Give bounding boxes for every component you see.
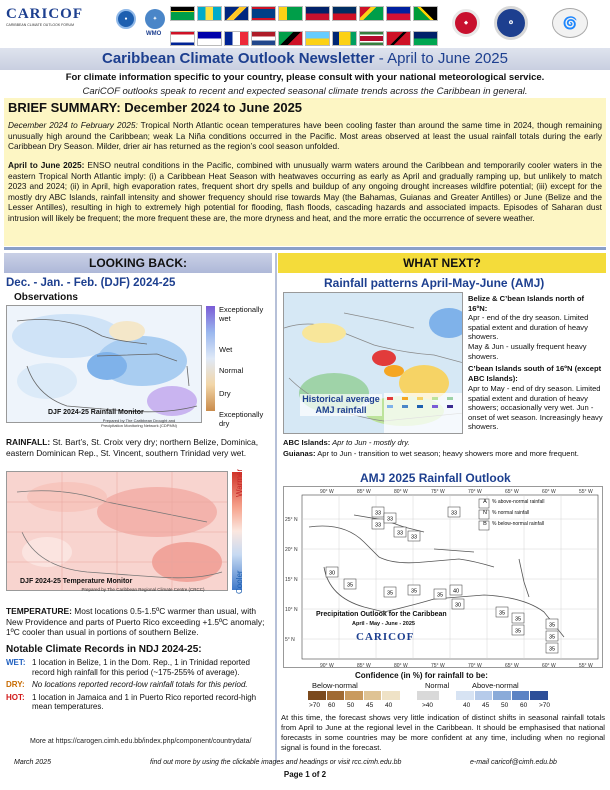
flag-icon: [278, 6, 303, 21]
outlook-legend-key-b: B: [483, 521, 487, 527]
flag-icon: [197, 6, 222, 21]
temp-map-title: DJF 2024-25 Temperature Monitor: [20, 578, 133, 585]
consult-notice: For climate information specific to your country, please consult with your national meteorological service.: [65, 72, 545, 83]
partner-seal-icon[interactable]: ◆: [452, 9, 480, 37]
partner-logo-icon[interactable]: 🌀: [552, 8, 588, 38]
conf-swatch-above: [530, 691, 548, 700]
footer-more-link[interactable]: find out more by using the clickable images and headings or visit rcc.cimh.edu.bb: [150, 759, 402, 766]
record-tag: HOT:: [6, 692, 25, 702]
flag-icon: [413, 31, 438, 46]
outlook-cell-value: 35: [548, 634, 556, 641]
conf-swatch-below: [364, 691, 382, 700]
flag-icon: [359, 6, 384, 21]
summary-p2-lead: April to June 2025:: [8, 160, 85, 170]
temperature-label: TEMPERATURE:: [6, 606, 72, 616]
conf-swatch-below: [308, 691, 326, 700]
conf-tick-above: 40: [463, 702, 471, 709]
djf-period-title[interactable]: Dec. - Jan. - Feb. (DJF) 2024-25: [6, 277, 176, 289]
lon-tick: 90° W: [320, 489, 334, 495]
conf-swatch-above: [493, 691, 511, 700]
outlook-cell-value: 35: [346, 582, 354, 589]
rain-legend-normal: Normal: [219, 366, 244, 375]
temp-legend-cooler: Cooler: [235, 570, 244, 594]
lon-tick: 55° W: [579, 489, 593, 495]
lon-tick: 70° W: [468, 663, 482, 668]
historical-map-caption: Historical average AMJ rainfall: [300, 394, 382, 416]
abc-label: ABC Islands:: [283, 438, 331, 447]
flag-icon: [386, 31, 411, 46]
summary-p2-body: ENSO neutral conditions in the Pacific, combined with unusually warm waters around the Caribbean and temporarily cooler waters in the eastern Tropical North Atlantic imply: (i) a Caribbean Heat Season with heatwaves occurring as early as April and gradually ramping up, but unlikely to match 2023 and 2024; (ii) in April, high evaporation rates, frequent short dry spells and buildup of any ongoing drought increases wildfire potential; (iii) except for the mostly dry ABC Islands, rainfall intensity and shower frequency should rise towards May (the Bahamas, Guianas and Greater Antilles) or June (Belize and the Lesser Antilles), resulting in high to extremely high potential for flooding, flash floods, cascading hazards and associated impacts. Episodes of Saharan dust intrusion will likely be frequent; the more frequent these are, the more dryness and heat, and the more erratic the occurrence of severe weather.: [8, 160, 602, 223]
outlook-cell-value: 33: [374, 522, 382, 529]
wmo-label: WMO: [146, 31, 162, 37]
conf-label-normal: Normal: [425, 681, 450, 690]
flag-icon: [170, 6, 195, 21]
rain-map-credit: Prepared by The Caribbean Drought and Precipitation Monitoring Network (CDPMN): [100, 418, 178, 428]
temp-legend-warmer: Warmer: [235, 468, 244, 497]
lon-tick: 90° W: [320, 663, 334, 668]
partner-seal-icon[interactable]: ✪: [494, 6, 528, 40]
lon-tick: 65° W: [505, 663, 519, 668]
looking-back-header[interactable]: LOOKING BACK:: [4, 253, 272, 273]
conf-tick-below: 40: [385, 702, 393, 709]
outlook-legend-above: % above-normal rainfall: [492, 499, 545, 505]
more-at-link[interactable]: More at https://carogen.cimh.edu.bb/index.php/component/countrydata/: [30, 738, 252, 745]
conf-gap: [401, 691, 417, 700]
flag-icon: [170, 31, 195, 46]
lon-tick: 75° W: [431, 489, 445, 495]
outlook-title[interactable]: AMJ 2025 Rainfall Outlook: [360, 471, 511, 485]
lon-tick: 60° W: [542, 663, 556, 668]
rainfall-label: RAINFALL:: [6, 437, 51, 447]
rain-legend-dry: Dry: [219, 389, 231, 398]
caricof-logo[interactable]: [6, 6, 106, 44]
outlook-cell-value: 33: [410, 534, 418, 541]
record-text: 1 location in Jamaica and 1 in Puerto Rico reported record-high mean temperatures.: [32, 692, 257, 711]
flag-icon: [251, 6, 276, 21]
rain-legend-exceptionally-dry: Exceptionally dry: [219, 410, 264, 428]
record-tag: DRY:: [6, 680, 25, 689]
conf-tick-below: 50: [347, 702, 355, 709]
column-divider: [275, 253, 277, 763]
conf-tick-above: 60: [520, 702, 528, 709]
flag-icon: [224, 31, 249, 46]
lat-tick: 20° N: [285, 547, 298, 553]
rain-legend-exceptionally-wet: Exceptionally wet: [219, 305, 264, 323]
outlook-map-title: Precipitation Outlook for the Caribbean: [316, 611, 447, 618]
north-region-title: Belize & C’bean Islands north of 16ºN:: [468, 294, 585, 313]
flag-icon: [332, 31, 357, 46]
conf-tick-above: >70: [539, 702, 551, 709]
outlook-cell-value: 35: [498, 610, 506, 617]
outlook-cell-value: 33: [450, 510, 458, 517]
footer-email[interactable]: e-mail caricof@cimh.edu.bb: [470, 759, 557, 766]
outlook-cell-value: 35: [514, 628, 522, 635]
footer-date: March 2025: [14, 759, 51, 766]
record-text: No locations reported record-low rainfall totals for this period.: [32, 680, 248, 689]
outlook-map-subtitle: April - May - June - 2025: [352, 621, 415, 627]
lon-tick: 80° W: [394, 489, 408, 495]
record-row: [6, 658, 272, 677]
confidence-color-bar: [308, 691, 548, 700]
conf-swatch-above: [512, 691, 530, 700]
logo-text: CARICOF: [6, 6, 83, 22]
confidence-title: Confidence (in %) for rainfall to be:: [355, 671, 488, 680]
summary-p1-lead: December 2024 to February 2025:: [8, 120, 138, 130]
north-region-text-2: May & Jun - usually frequent heavy showers.: [468, 342, 587, 361]
lat-tick: 10° N: [285, 607, 298, 613]
summary-paragraph-1: [8, 120, 602, 152]
record-tag: WET:: [6, 658, 26, 667]
outlook-cell-value: 33: [396, 530, 404, 537]
flag-icon: [413, 6, 438, 21]
amj-rainfall-outlook-map[interactable]: [283, 486, 603, 668]
temperature-map-graphic: [7, 472, 228, 591]
record-row: [6, 693, 272, 712]
lat-tick: 5° N: [285, 637, 295, 643]
records-list: [6, 658, 272, 715]
abc-islands-note: [283, 438, 603, 448]
conf-tick-below: 45: [366, 702, 374, 709]
guianas-text: Apr to Jun - transition to wet season; heavy showers more and more frequent.: [315, 449, 579, 458]
outlook-cell-value: 30: [328, 570, 336, 577]
flag-icon: [251, 31, 276, 46]
conf-swatch-above: [456, 691, 474, 700]
section-divider: [4, 247, 606, 250]
outlook-closing-text: At this time, the forecast shows very little indication of distinct shifts in seasonal rainfall totals from April to June at the regional level in the Caribbean. It should be emphasised that national forecasts in some countries may be more confident at any time, including when no regional signal is found in the forecast.: [281, 713, 605, 752]
outlook-legend-below: % below-normal rainfall: [492, 521, 544, 527]
guianas-note: [283, 449, 605, 459]
north-region-text: Apr - end of the dry season. Limited spatial extent and duration of heavy showers.: [468, 313, 589, 341]
wmo-logo-icon[interactable]: ✦: [145, 9, 165, 29]
outlook-cell-value: 35: [436, 592, 444, 599]
member-flags: [170, 6, 442, 54]
djf-rainfall-map[interactable]: [6, 305, 202, 423]
outlook-cell-value: 40: [452, 588, 460, 595]
guianas-label: Guianas:: [283, 449, 316, 458]
summary-title: BRIEF SUMMARY: December 2024 to June 2025: [8, 100, 303, 115]
djf-temperature-map[interactable]: [6, 471, 228, 591]
temp-map-credit: Prepared by The Caribbean Regional Climate Centre (CRCC): [81, 587, 205, 592]
record-text: 1 location in Belize, 1 in the Dom. Rep., 1 in Trinidad reported record high rainfall for this period (~175-255% of average).: [32, 658, 250, 677]
outlook-cell-value: 35: [386, 590, 394, 597]
conf-label-above: Above-normal: [472, 681, 519, 690]
conf-tick-above: 50: [501, 702, 509, 709]
outlook-caricof-logo: CARICOF: [356, 631, 415, 643]
outlook-cell-value: 35: [410, 588, 418, 595]
outlook-cell-value: 33: [386, 516, 394, 523]
rain-map-title: DJF 2024-25 Rainfall Monitor: [48, 409, 144, 416]
flag-icon: [359, 31, 384, 46]
flag-icon: [278, 31, 303, 46]
flag-icon: [197, 31, 222, 46]
rainfall-text: St. Bart’s, St. Croix very dry; northern Belize, Dominica, eastern Dominican Rep., St. Vincent, southern Trinidad very wet.: [6, 437, 259, 458]
rain-legend-bar: [206, 306, 215, 411]
record-row: [6, 680, 272, 690]
temperature-observation: [6, 606, 272, 638]
noaa-logo-icon[interactable]: ●: [116, 9, 136, 29]
lon-tick: 85° W: [357, 663, 371, 668]
observations-label: Observations: [14, 292, 78, 303]
outlook-notice: CariCOF outlooks speak to recent and expected seasonal climate trends across the Caribbean in general.: [82, 86, 528, 97]
conf-tick-normal: >40: [422, 702, 434, 709]
conf-tick-above: 45: [482, 702, 490, 709]
conf-tick-below: >70: [309, 702, 321, 709]
rainfall-map-graphic: [7, 306, 202, 423]
flag-icon: [305, 31, 330, 46]
conf-label-below: Below-normal: [312, 681, 358, 690]
outlook-cell-value: 35: [548, 646, 556, 653]
summary-p1-body: Tropical North Atlantic ocean temperatures have been cooling faster than around the same time in 2024, though remaining unusually high around the Caribbean; weak La Niña conditions occurred in the Pacific. Most areas observed at least the usual rainfall totals during the early Caribbean Dry Season. Milder, drier air has returned as the region’s cool season unfolded.: [8, 120, 602, 151]
temperature-text: Most locations 0.5-1.5ºC warmer than usual, with New Providence and parts of Puerto Rico exceeding +1.5ºC anomaly; 1ºC cooler than usual in portions of southern Belize.: [6, 606, 265, 637]
outlook-cell-value: 30: [454, 602, 462, 609]
rainfall-observation: [6, 437, 272, 458]
rainfall-patterns-title[interactable]: Rainfall patterns April-May-June (AMJ): [324, 276, 545, 290]
lon-tick: 65° W: [505, 489, 519, 495]
conf-swatch-normal: [417, 691, 438, 700]
summary-paragraph-2: [8, 160, 602, 223]
outlook-map-graphic: [284, 487, 603, 668]
conf-swatch-below: [345, 691, 363, 700]
outlook-cell-value: 33: [374, 510, 382, 517]
south-region-text: Apr to May - end of dry season. Limited spatial extent and duration of heavy showers; occasionally very wet. Jun - onset of wet season. Increasingly heavy showers.: [468, 384, 603, 431]
records-title: Notable Climate Records in NDJ 2024-25:: [6, 644, 202, 655]
lat-tick: 15° N: [285, 577, 298, 583]
lon-tick: 60° W: [542, 489, 556, 495]
lon-tick: 55° W: [579, 663, 593, 668]
flag-icon: [305, 6, 330, 21]
abc-text: Apr to Jun - mostly dry.: [330, 438, 410, 447]
conf-tick-below: 60: [328, 702, 336, 709]
south-region-title: C’bean Islands south of 16ºN (except ABC Islands):: [468, 364, 602, 383]
logo-subtitle: CARIBBEAN CLIMATE OUTLOOK FORUM: [6, 23, 74, 27]
lon-tick: 80° W: [394, 663, 408, 668]
flag-icon: [386, 6, 411, 21]
confidence-ticks: [308, 702, 551, 711]
lon-tick: 70° W: [468, 489, 482, 495]
lon-tick: 85° W: [357, 489, 371, 495]
conf-swatch-below: [382, 691, 400, 700]
outlook-cell-value: 35: [514, 616, 522, 623]
rain-legend-wet: Wet: [219, 345, 233, 354]
newsletter-dates: - April to June 2025: [374, 50, 508, 67]
newsletter-title: Caribbean Climate Outlook Newsletter: [102, 50, 375, 67]
lon-tick: 75° W: [431, 663, 445, 668]
outlook-cell-value: 35: [548, 622, 556, 629]
outlook-legend-normal: % normal rainfall: [492, 510, 530, 516]
what-next-header[interactable]: WHAT NEXT?: [278, 253, 606, 273]
flag-icon: [332, 6, 357, 21]
outlook-legend-key-a: A: [483, 499, 487, 505]
newsletter-title-bar: [0, 48, 610, 70]
footer-page: Page 1 of 2: [283, 770, 327, 779]
outlook-legend-key-n: N: [483, 510, 487, 516]
conf-swatch-above: [475, 691, 493, 700]
conf-gap: [440, 691, 456, 700]
conf-swatch-below: [327, 691, 345, 700]
flag-icon: [224, 6, 249, 21]
lat-tick: 25° N: [285, 517, 298, 523]
